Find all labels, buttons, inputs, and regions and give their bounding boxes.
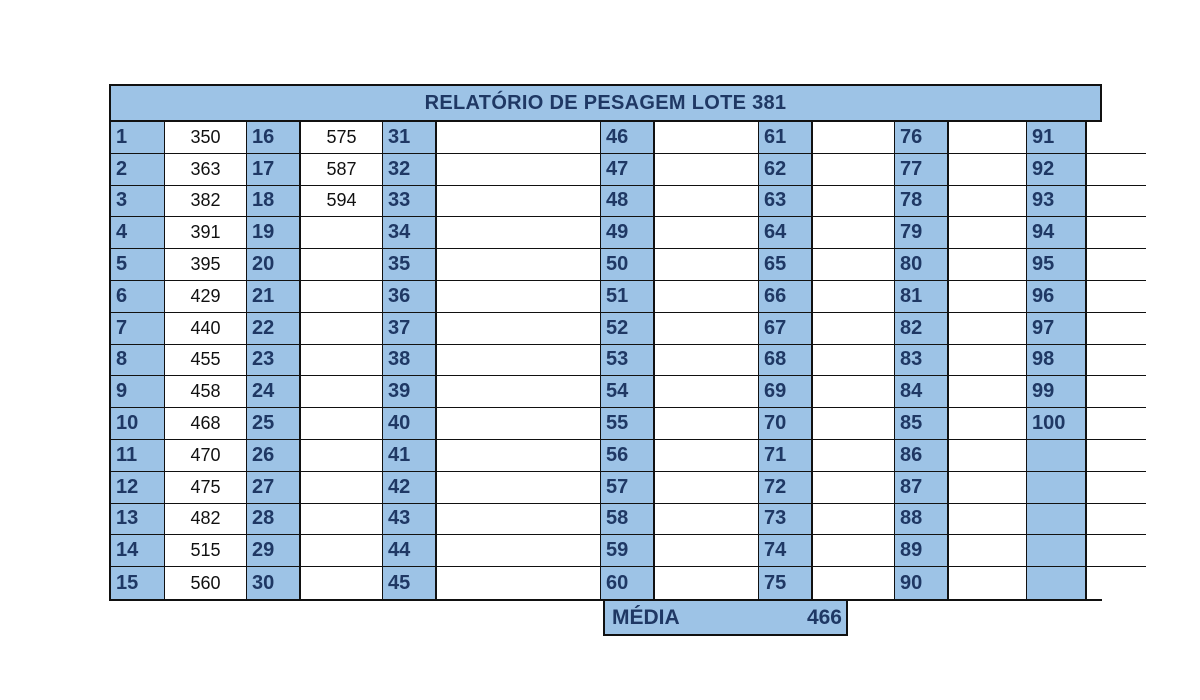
entry-number: 32 bbox=[383, 154, 437, 186]
entry-weight bbox=[949, 345, 1027, 377]
entry-number: 12 bbox=[111, 472, 165, 504]
empty-number-cell bbox=[1027, 567, 1087, 599]
entry-weight bbox=[949, 217, 1027, 249]
entry-weight bbox=[437, 408, 601, 440]
entry-weight: 440 bbox=[165, 313, 247, 345]
entry-number: 60 bbox=[601, 567, 655, 599]
entry-weight bbox=[1087, 122, 1146, 154]
entry-weight bbox=[813, 122, 895, 154]
entry-number: 75 bbox=[759, 567, 813, 599]
entry-number: 88 bbox=[895, 504, 949, 536]
entry-number: 1 bbox=[111, 122, 165, 154]
entry-weight bbox=[655, 186, 759, 218]
entry-weight bbox=[813, 376, 895, 408]
entry-number: 6 bbox=[111, 281, 165, 313]
entry-weight bbox=[301, 408, 383, 440]
entry-number: 72 bbox=[759, 472, 813, 504]
entry-number: 37 bbox=[383, 313, 437, 345]
entry-number: 16 bbox=[247, 122, 301, 154]
entry-weight bbox=[655, 313, 759, 345]
entry-number: 49 bbox=[601, 217, 655, 249]
entry-number: 42 bbox=[383, 472, 437, 504]
entry-number: 73 bbox=[759, 504, 813, 536]
entry-number: 3 bbox=[111, 186, 165, 218]
entry-weight bbox=[655, 567, 759, 599]
entry-weight: 429 bbox=[165, 281, 247, 313]
entry-number: 90 bbox=[895, 567, 949, 599]
entry-number: 39 bbox=[383, 376, 437, 408]
entry-weight bbox=[1087, 186, 1146, 218]
empty-number-cell bbox=[1027, 440, 1087, 472]
entry-weight bbox=[301, 567, 383, 599]
entry-weight bbox=[813, 154, 895, 186]
entry-number: 8 bbox=[111, 345, 165, 377]
entry-number: 9 bbox=[111, 376, 165, 408]
entry-weight bbox=[1087, 376, 1146, 408]
entry-weight bbox=[437, 504, 601, 536]
entry-number: 7 bbox=[111, 313, 165, 345]
entry-weight: 363 bbox=[165, 154, 247, 186]
entry-weight bbox=[437, 186, 601, 218]
entry-number: 10 bbox=[111, 408, 165, 440]
entry-weight bbox=[1087, 154, 1146, 186]
entry-number: 77 bbox=[895, 154, 949, 186]
average-value: 466 bbox=[806, 605, 842, 629]
entry-number: 78 bbox=[895, 186, 949, 218]
entry-weight bbox=[437, 472, 601, 504]
entry-weight bbox=[1087, 217, 1146, 249]
entry-weight bbox=[655, 472, 759, 504]
entry-weight bbox=[813, 440, 895, 472]
weighing-report-table bbox=[109, 84, 1102, 601]
entry-weight bbox=[1087, 281, 1146, 313]
entry-weight bbox=[1087, 535, 1146, 567]
entry-weight bbox=[655, 345, 759, 377]
entry-weight bbox=[1087, 440, 1146, 472]
entry-number: 33 bbox=[383, 186, 437, 218]
entry-number: 91 bbox=[1027, 122, 1087, 154]
entry-weight bbox=[949, 504, 1027, 536]
entry-weight bbox=[655, 408, 759, 440]
entry-weight bbox=[301, 313, 383, 345]
entry-weight bbox=[949, 249, 1027, 281]
entry-weight bbox=[949, 408, 1027, 440]
entry-weight bbox=[949, 154, 1027, 186]
entry-number: 59 bbox=[601, 535, 655, 567]
empty-number-cell bbox=[1027, 535, 1087, 567]
entry-number: 15 bbox=[111, 567, 165, 599]
entry-number: 56 bbox=[601, 440, 655, 472]
entry-weight bbox=[813, 504, 895, 536]
entry-number: 53 bbox=[601, 345, 655, 377]
entry-number: 34 bbox=[383, 217, 437, 249]
entry-number: 61 bbox=[759, 122, 813, 154]
entry-weight bbox=[1087, 345, 1146, 377]
entry-weight bbox=[949, 186, 1027, 218]
entry-weight bbox=[655, 535, 759, 567]
entry-weight bbox=[1087, 472, 1146, 504]
entry-number: 48 bbox=[601, 186, 655, 218]
entry-number: 87 bbox=[895, 472, 949, 504]
entry-number: 18 bbox=[247, 186, 301, 218]
entry-number: 84 bbox=[895, 376, 949, 408]
entry-number: 43 bbox=[383, 504, 437, 536]
entry-weight: 515 bbox=[165, 535, 247, 567]
entry-number: 97 bbox=[1027, 313, 1087, 345]
entry-weight bbox=[813, 472, 895, 504]
entry-weight bbox=[301, 281, 383, 313]
entry-number: 57 bbox=[601, 472, 655, 504]
entry-weight bbox=[437, 217, 601, 249]
entry-weight bbox=[949, 440, 1027, 472]
entry-number: 54 bbox=[601, 376, 655, 408]
entry-number: 80 bbox=[895, 249, 949, 281]
entry-number: 45 bbox=[383, 567, 437, 599]
entry-number: 82 bbox=[895, 313, 949, 345]
entry-number: 20 bbox=[247, 249, 301, 281]
entry-weight bbox=[813, 408, 895, 440]
entry-weight bbox=[813, 567, 895, 599]
entry-number: 64 bbox=[759, 217, 813, 249]
entry-weight: 458 bbox=[165, 376, 247, 408]
average-label: MÉDIA bbox=[612, 605, 680, 629]
entry-number: 17 bbox=[247, 154, 301, 186]
entry-number: 89 bbox=[895, 535, 949, 567]
entry-weight: 468 bbox=[165, 408, 247, 440]
entry-weight bbox=[655, 122, 759, 154]
entry-weight bbox=[813, 535, 895, 567]
entry-weight bbox=[949, 376, 1027, 408]
entry-weight: 470 bbox=[165, 440, 247, 472]
entry-weight bbox=[949, 472, 1027, 504]
entry-weight bbox=[437, 535, 601, 567]
entry-number: 100 bbox=[1027, 408, 1087, 440]
entry-number: 62 bbox=[759, 154, 813, 186]
entry-number: 44 bbox=[383, 535, 437, 567]
entry-weight: 475 bbox=[165, 472, 247, 504]
entry-number: 94 bbox=[1027, 217, 1087, 249]
entry-number: 4 bbox=[111, 217, 165, 249]
entry-number: 96 bbox=[1027, 281, 1087, 313]
entry-weight bbox=[301, 217, 383, 249]
entry-weight bbox=[655, 376, 759, 408]
entry-weight bbox=[813, 345, 895, 377]
entry-number: 85 bbox=[895, 408, 949, 440]
entry-number: 40 bbox=[383, 408, 437, 440]
entry-number: 25 bbox=[247, 408, 301, 440]
entry-number: 41 bbox=[383, 440, 437, 472]
entry-number: 63 bbox=[759, 186, 813, 218]
entry-weight bbox=[301, 504, 383, 536]
entry-weight: 594 bbox=[301, 186, 383, 218]
entry-weight bbox=[655, 504, 759, 536]
entry-number: 35 bbox=[383, 249, 437, 281]
entry-weight bbox=[437, 313, 601, 345]
entry-weight bbox=[1087, 313, 1146, 345]
entry-weight: 395 bbox=[165, 249, 247, 281]
entry-weight bbox=[437, 249, 601, 281]
entry-number: 83 bbox=[895, 345, 949, 377]
entry-weight bbox=[437, 122, 601, 154]
entry-number: 92 bbox=[1027, 154, 1087, 186]
entry-number: 70 bbox=[759, 408, 813, 440]
entry-number: 74 bbox=[759, 535, 813, 567]
entry-weight: 560 bbox=[165, 567, 247, 599]
entry-weight bbox=[1087, 249, 1146, 281]
entry-weight: 482 bbox=[165, 504, 247, 536]
entry-weight bbox=[655, 217, 759, 249]
entry-weight: 350 bbox=[165, 122, 247, 154]
entry-number: 29 bbox=[247, 535, 301, 567]
entry-weight bbox=[1087, 408, 1146, 440]
entry-number: 5 bbox=[111, 249, 165, 281]
entry-number: 31 bbox=[383, 122, 437, 154]
entry-number: 86 bbox=[895, 440, 949, 472]
entry-weight bbox=[655, 154, 759, 186]
entry-weight bbox=[437, 376, 601, 408]
entry-number: 2 bbox=[111, 154, 165, 186]
entry-weight bbox=[437, 281, 601, 313]
entry-weight bbox=[301, 535, 383, 567]
entry-weight bbox=[655, 249, 759, 281]
entry-weight bbox=[437, 154, 601, 186]
entry-number: 52 bbox=[601, 313, 655, 345]
entry-number: 46 bbox=[601, 122, 655, 154]
entry-weight bbox=[301, 440, 383, 472]
entry-number: 50 bbox=[601, 249, 655, 281]
entry-weight bbox=[949, 567, 1027, 599]
entry-weight bbox=[301, 345, 383, 377]
entry-number: 38 bbox=[383, 345, 437, 377]
entry-number: 11 bbox=[111, 440, 165, 472]
entry-number: 55 bbox=[601, 408, 655, 440]
entry-number: 14 bbox=[111, 535, 165, 567]
entry-number: 30 bbox=[247, 567, 301, 599]
entry-number: 19 bbox=[247, 217, 301, 249]
entry-number: 98 bbox=[1027, 345, 1087, 377]
entry-number: 81 bbox=[895, 281, 949, 313]
weights-grid bbox=[111, 122, 1100, 599]
entry-number: 58 bbox=[601, 504, 655, 536]
entry-number: 23 bbox=[247, 345, 301, 377]
entry-number: 68 bbox=[759, 345, 813, 377]
empty-number-cell bbox=[1027, 504, 1087, 536]
entry-weight bbox=[437, 567, 601, 599]
entry-weight: 391 bbox=[165, 217, 247, 249]
entry-weight bbox=[1087, 504, 1146, 536]
entry-number: 36 bbox=[383, 281, 437, 313]
entry-number: 71 bbox=[759, 440, 813, 472]
entry-number: 13 bbox=[111, 504, 165, 536]
entry-number: 67 bbox=[759, 313, 813, 345]
entry-number: 76 bbox=[895, 122, 949, 154]
entry-weight bbox=[301, 376, 383, 408]
entry-weight bbox=[813, 313, 895, 345]
entry-weight bbox=[813, 217, 895, 249]
entry-weight bbox=[949, 313, 1027, 345]
entry-weight bbox=[813, 249, 895, 281]
entry-number: 28 bbox=[247, 504, 301, 536]
entry-weight bbox=[949, 281, 1027, 313]
entry-number: 93 bbox=[1027, 186, 1087, 218]
entry-number: 22 bbox=[247, 313, 301, 345]
entry-weight bbox=[301, 249, 383, 281]
entry-number: 69 bbox=[759, 376, 813, 408]
entry-weight bbox=[949, 122, 1027, 154]
entry-weight bbox=[437, 440, 601, 472]
entry-weight: 382 bbox=[165, 186, 247, 218]
report-title: RELATÓRIO DE PESAGEM LOTE 381 bbox=[111, 86, 1100, 122]
entry-number: 95 bbox=[1027, 249, 1087, 281]
entry-weight bbox=[813, 186, 895, 218]
entry-number: 47 bbox=[601, 154, 655, 186]
average-summary bbox=[603, 601, 848, 636]
entry-number: 65 bbox=[759, 249, 813, 281]
entry-number: 26 bbox=[247, 440, 301, 472]
entry-weight bbox=[949, 535, 1027, 567]
entry-number: 27 bbox=[247, 472, 301, 504]
empty-number-cell bbox=[1027, 472, 1087, 504]
entry-weight: 587 bbox=[301, 154, 383, 186]
entry-weight bbox=[655, 440, 759, 472]
entry-weight bbox=[655, 281, 759, 313]
entry-number: 21 bbox=[247, 281, 301, 313]
entry-number: 66 bbox=[759, 281, 813, 313]
entry-number: 24 bbox=[247, 376, 301, 408]
entry-weight: 575 bbox=[301, 122, 383, 154]
entry-weight bbox=[1087, 567, 1146, 599]
entry-weight: 455 bbox=[165, 345, 247, 377]
entry-weight bbox=[437, 345, 601, 377]
entry-weight bbox=[301, 472, 383, 504]
entry-weight bbox=[813, 281, 895, 313]
entry-number: 99 bbox=[1027, 376, 1087, 408]
entry-number: 79 bbox=[895, 217, 949, 249]
entry-number: 51 bbox=[601, 281, 655, 313]
